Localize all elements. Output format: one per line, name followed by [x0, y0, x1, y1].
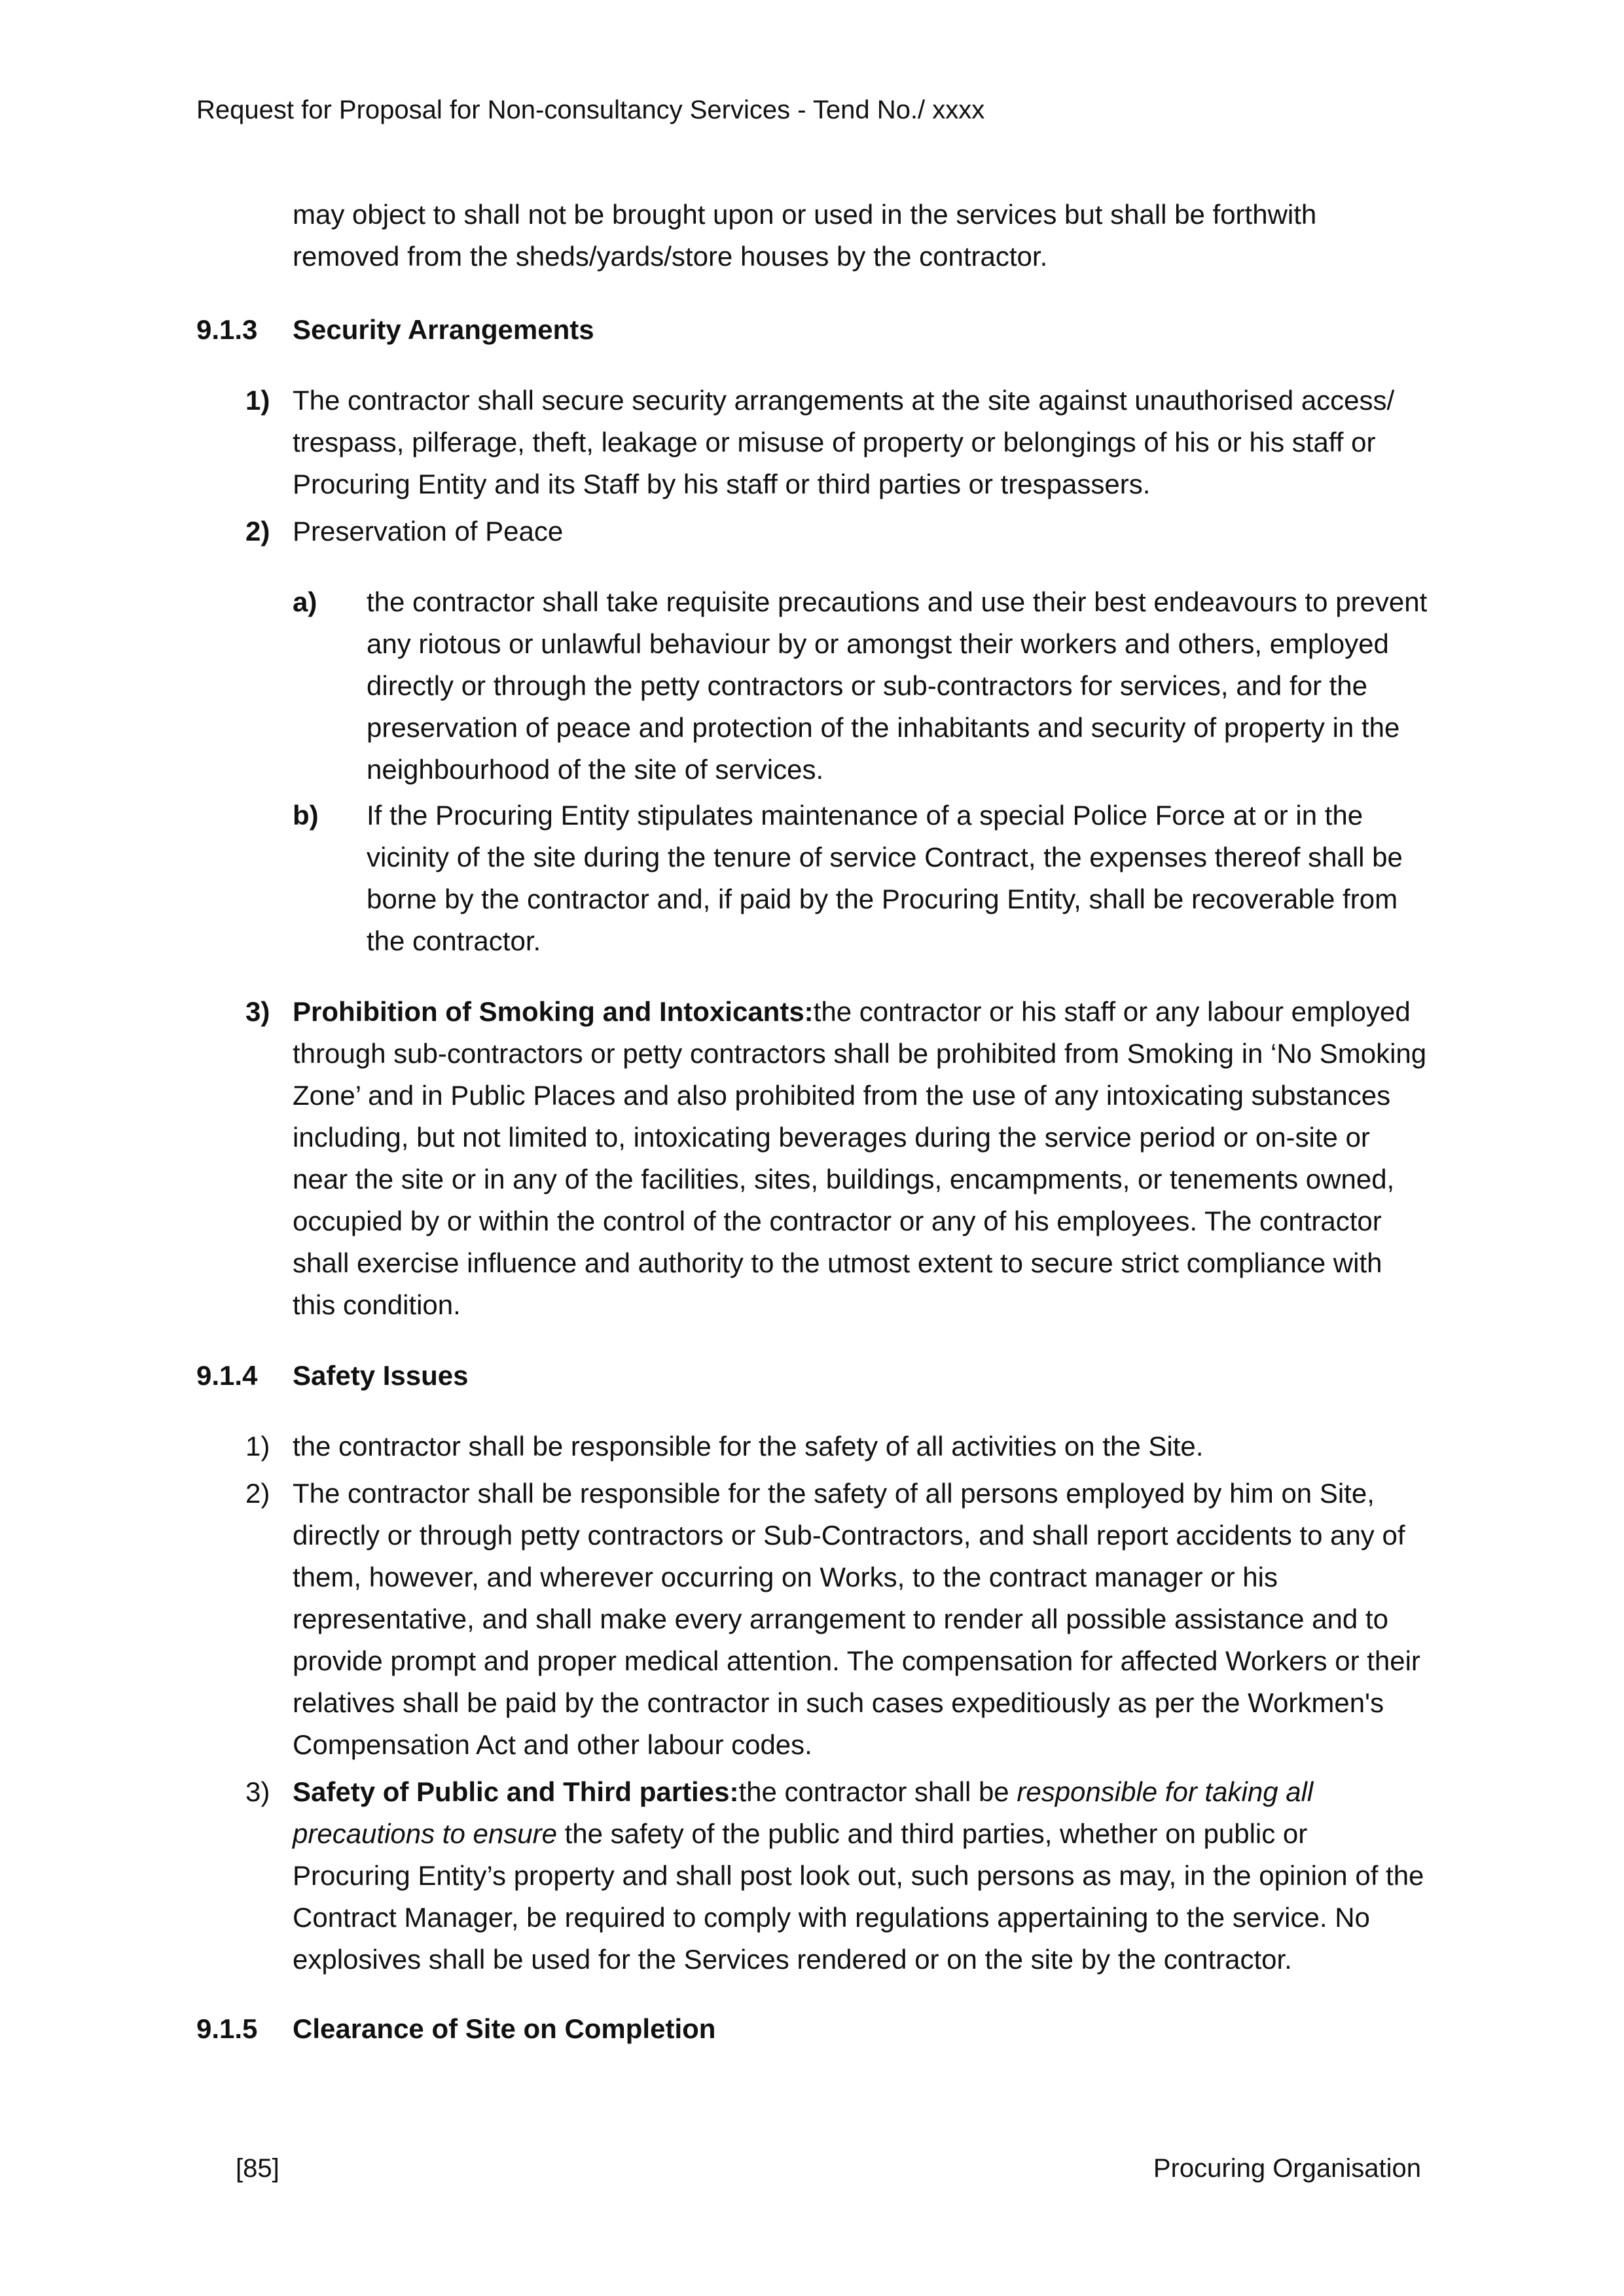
list-item-914-1 — [245, 1426, 1428, 1467]
list-item-body-italic: responsible for taking all precautions to ensure — [293, 1776, 1314, 1849]
list-item-913-3 — [245, 991, 1428, 1326]
section-914-heading — [196, 1355, 1428, 1397]
list-item-body-post: the safety of the public and third parties, whether on public or Procuring Entity’s property and shall post look out, such persons as may, in the opinion of the Contract Manager, be required to comply with regulations appertaining to the service. No explosives shall be used for the Services rendered or on the site by the contractor. — [293, 1818, 1424, 1975]
list-item-913-1 — [245, 380, 1428, 505]
section-914-number: 9.1.4 — [196, 1360, 258, 1391]
sub-item-marker: b) — [293, 800, 319, 831]
sub-item-913-2a — [293, 581, 1428, 791]
section-915-title: Clearance of Site on Completion — [293, 2013, 716, 2044]
page-header — [196, 92, 1428, 128]
footer-organisation: Procuring Organisation — [1153, 2154, 1421, 2183]
sub-item-text: the contractor shall take requisite precautions and use their best endeavours to prevent any riotous or unlawful behaviour by or amongst their workers and others, employed directly or through the petty contractors or sub-contractors for services, and for the preservation of peace and protection of the inhabitants and security of property in the neighbourhood of the site of services. — [367, 586, 1428, 785]
list-item-text: the contractor shall be responsible for the safety of all activities on the Site. — [293, 1431, 1204, 1462]
list-item-marker: 2) — [245, 516, 270, 547]
section-915-number: 9.1.5 — [196, 2013, 258, 2044]
list-item-914-3 — [245, 1771, 1428, 1981]
list-item-913-2 — [245, 511, 1428, 552]
list-item-body-pre: the contractor shall be — [738, 1776, 1017, 1807]
section-913-heading — [196, 309, 1428, 351]
section-914-title: Safety Issues — [293, 1360, 469, 1391]
list-item-text — [293, 1771, 1428, 1981]
sub-item-913-2b — [293, 795, 1428, 962]
list-item-marker: 3) — [245, 996, 270, 1027]
page-number: [85] — [236, 2154, 280, 2183]
list-item-label: Safety of Public and Third parties: — [293, 1776, 739, 1807]
list-item-text — [293, 991, 1428, 1326]
page-footer — [236, 2150, 1421, 2187]
list-item-marker: 1) — [245, 1431, 270, 1462]
section-915-heading — [196, 2008, 1428, 2050]
header-title: Request for Proposal for Non-consultancy Services - Tend No./ xxxx — [196, 96, 985, 124]
list-item-text: The contractor shall secure security arrangements at the site against unauthorised access/ trespass, pilferage, theft, leakage or misuse of property or belongings of his or his staff or Procuring Entity and its Staff by his staff or third parties or trespassers. — [293, 385, 1395, 499]
sub-item-text: If the Procuring Entity stipulates maintenance of a special Police Force at or in the vicinity of the site during the tenure of service Contract, the expenses thereof shall be borne by the contractor and, if paid by the Procuring Entity, shall be recoverable from the contractor. — [367, 800, 1403, 956]
intro-paragraph: may object to shall not be brought upon or used in the services but shall be forthwith removed from the sheds/yards/store houses by the contractor. — [293, 199, 1317, 272]
list-item-body: the contractor or his staff or any labour employed through sub-contractors or petty contractors shall be prohibited from Smoking in ‘No Smoking Zone’ and in Public Places and also prohibited from the use of any intoxicating substances including, but not limited to, intoxicating beverages during the service period or on-site or near the site or in any of the facilities, sites, buildings, encampments, or tenements owned, occupied by or within the control of the contractor or any of his employees. The contractor shall exercise influence and authority to the utmost extent to secure strict compliance with this condition. — [293, 996, 1427, 1320]
list-item-marker: 2) — [245, 1478, 270, 1509]
list-item-marker: 1) — [245, 385, 270, 416]
list-item-marker: 3) — [245, 1776, 270, 1807]
list-item-914-2 — [245, 1473, 1428, 1766]
list-item-label: Prohibition of Smoking and Intoxicants: — [293, 996, 814, 1027]
sub-item-marker: a) — [293, 586, 317, 617]
list-item-text: Preservation of Peace — [293, 516, 564, 547]
section-913-number: 9.1.3 — [196, 314, 258, 345]
list-item-text: The contractor shall be responsible for the safety of all persons employed by him on Site, directly or through petty contractors or Sub-Contractors, and shall report accidents to any of them, however, and wherever occurring on Works, to the contract manager or his representative, and shall make every arrangement to render all possible assistance and to provide prompt and proper medical attention. The compensation for affected Workers or their relatives shall be paid by the contractor in such cases expeditiously as per the Workmen's Compensation Act and other labour codes. — [293, 1478, 1420, 1760]
section-913-title: Security Arrangements — [293, 314, 594, 345]
